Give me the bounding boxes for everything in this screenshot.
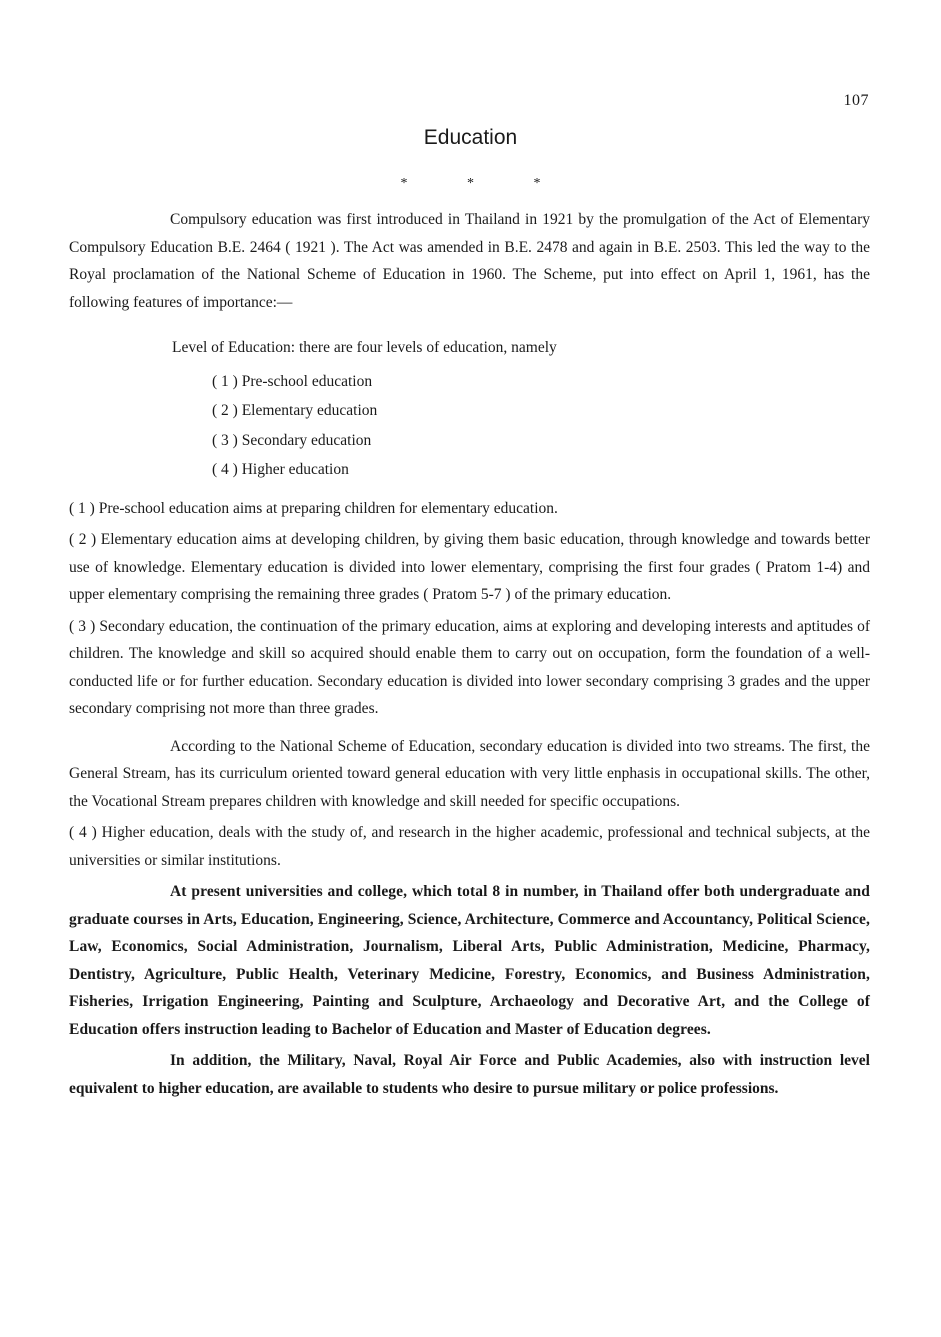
elementary-paragraph: ( 2 ) Elementary education aims at developing children, by giving them basic education, through knowledge and towards better use of knowledge. Elementary education is divided into lower elementary, comprising the first four grades ( Pratom 1-4) and upper elementary comprising the remaining three grades ( Pratom 5-7 ) of the primary education. [69,531,870,603]
levels-intro: Level of Education: there are four levels of education, namely [172,339,557,356]
academies-paragraph: In addition, the Military, Naval, Royal Air Force and Public Academies, also with instruction level equivalent to higher education, are available to students who desire to pursue military or police professions. [69,1052,870,1097]
streams-paragraph: According to the National Scheme of Education, secondary education is divided into two streams. The first, the General Stream, has its curriculum oriented toward general education with very little enphasis in occupational skills. The other, the Vocational Stream prepares children with knowledge and skill needed for specific occupations. [69,737,870,810]
preschool-paragraph: ( 1 ) Pre-school education aims at preparing children for elementary education. [69,499,558,517]
list-item: ( 1 ) Pre-school education [212,372,373,390]
page-title: Education [423,126,518,149]
higher-education-paragraph: ( 4 ) Higher education, deals with the study of, and research in the higher academic, professional and technical subjects, at the universities or similar institutions. [69,824,870,869]
universities-paragraph: At present universities and college, which total 8 in number, in Thailand offer both undergraduate and graduate courses in Arts, Education, Engineering, Science, Architecture, Commerce and Accountancy, Political Science, Law, Economics, Social Administration, Journalism, Liberal Arts, Public Administration, Medicine, Pharmacy, Dentistry, Agriculture, Public Health, Veterinary Medicine, Forestry, Economics, and Business Administration, Fisheries, Irrigation Engineering, Painting and Sculpture, Archaeology and Decorative Art, and the College of Education offers instruction leading to Bachelor of Education and Master of Education degrees. [69,883,870,1038]
list-item: ( 3 ) Secondary education [212,431,372,449]
document-body [69,206,870,1102]
secondary-paragraph: ( 3 ) Secondary education, the continuation of the primary education, aims at exploring and developing interests and aptitudes of children. The knowledge and skill so acquired should enable them to carry out on occupation, form the foundation of a well-conducted life or for further education. Secondary education is divided into lower secondary comprising 3 grades and the upper secondary comprising not more than three grades. [69,617,870,717]
intro-paragraph: Compulsory education was first introduced in Thailand in 1921 by the promulgation of the Act of Elementary Compulsory Education B.E. 2464 ( 1921 ). The Act was amended in B.E. 2478 and again in B.E. 2503. This led the way to the Royal proclamation of the National Scheme of Education in 1960. The Scheme, put into effect on April 1, 1961, has the following features of importance:— [69,211,870,311]
levels-list [69,368,870,485]
section-divider-stars: * * * [400,176,569,191]
page-number: 107 [843,92,869,109]
list-item: ( 4 ) Higher education [212,461,349,478]
list-item: ( 2 ) Elementary education [212,402,378,419]
